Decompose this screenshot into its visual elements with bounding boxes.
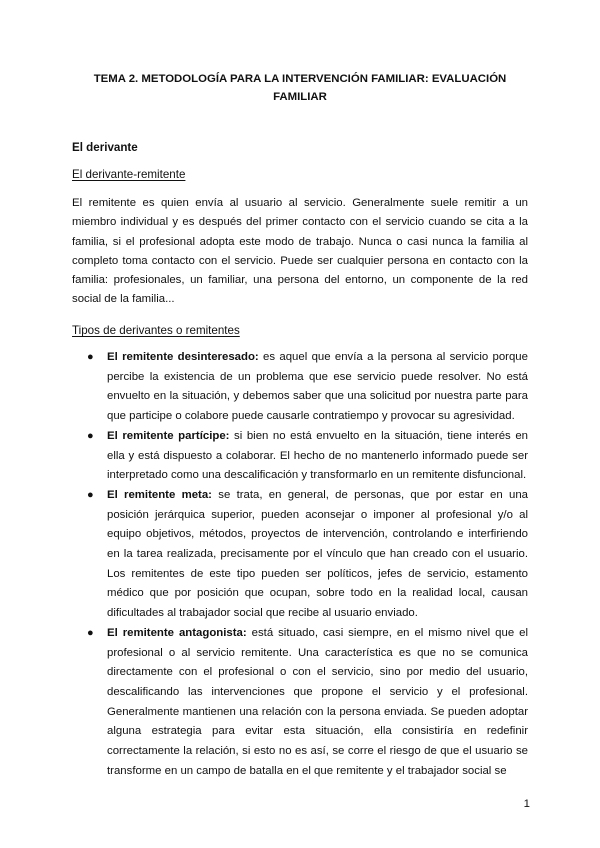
list-item-text: es aquel que envía a la persona al servicio porque percibe la existencia de un problema que ese servicio puede resolver. No está envuelto en la situación, y debemos saber que una solicitud por nuestra parte para que participe o colabore puede causarle contratiempo y provocar su agresividad.	[107, 351, 528, 423]
list-item-text: si bien no está envuelto en la situación, tiene interés en ella y está dispuesto a colaborar. El hecho de no mantenerlo informado puede ser interpretado como una descalificación y transformarlo en un remitente disfuncional.	[107, 429, 528, 482]
bullet-icon: ●	[87, 488, 94, 501]
list-item-term: El remitente antagonista:	[107, 626, 247, 639]
derivantes-list	[72, 348, 528, 781]
subsection-heading-remitente: El derivante-remitente	[72, 168, 186, 181]
section-heading: El derivante	[72, 141, 138, 154]
list-item	[72, 348, 528, 427]
bullet-icon: ●	[87, 351, 94, 363]
subsection-heading-tipos: Tipos de derivantes o remitentes	[72, 324, 240, 337]
list-item-text: se trata, en general, de personas, que por estar en una posición jerárquica superior, pueden aconsejar o imponer al profesional y/o al equipo objetivos, métodos, proyectos de intervención, controlando e interfiriendo en la tarea realizada, precisamente por el vínculo que han creado con el usuario. Los remitentes de este tipo pueden ser políticos, jefes de servicio, estamento médico que por posición que ocupan, sobre todo en la realidad local, causan dificultades al trabajador social que recibe al usuario enviado.	[107, 488, 528, 620]
list-item-term: El remitente meta:	[107, 488, 212, 501]
paragraph-remitente: El remitente es quien envía al usuario al servicio. Generalmente suele remitir a un miembro individual y es después del primer contacto con el servicio cuando se cita a la familia, si el profesional adopta este modo de trabajo. Nunca o casi nunca la familia al completo toma contacto con el servicio. Puede ser cualquier persona en contacto con la familia: profesionales, un familiar, una persona del entorno, un componente de la red social de la familia...	[72, 197, 528, 306]
document-title: TEMA 2. METODOLOGÍA PARA LA INTERVENCIÓN FAMILIAR: EVALUACIÓN FAMILIAR	[93, 73, 507, 103]
list-item	[72, 624, 528, 782]
bullet-icon: ●	[87, 626, 94, 639]
page-number: 1	[523, 798, 530, 810]
list-item-text: está situado, casi siempre, en el mismo nivel que el profesional o al servicio remitente. Una característica es que no se comunica directamente con el profesional o con el servicio, sino por medio del usuario, descalificando las intervenciones que propone el servicio y el profesional. Generalmente mantienen una relación con la persona enviada. Se pueden adoptar alguna estrategia para evitar esta situación, ella consistiría en redefinir correctamente la relación, si esto no es así, se corre el riesgo de que el usuario se transforme en un campo de batalla en el que remitente y el trabajador social se	[107, 626, 528, 777]
bullet-icon: ●	[87, 429, 94, 442]
list-item	[72, 486, 528, 624]
list-item	[72, 427, 528, 486]
list-item-term: El remitente desinteresado:	[107, 351, 259, 363]
list-item-term: El remitente partícipe:	[107, 429, 230, 442]
